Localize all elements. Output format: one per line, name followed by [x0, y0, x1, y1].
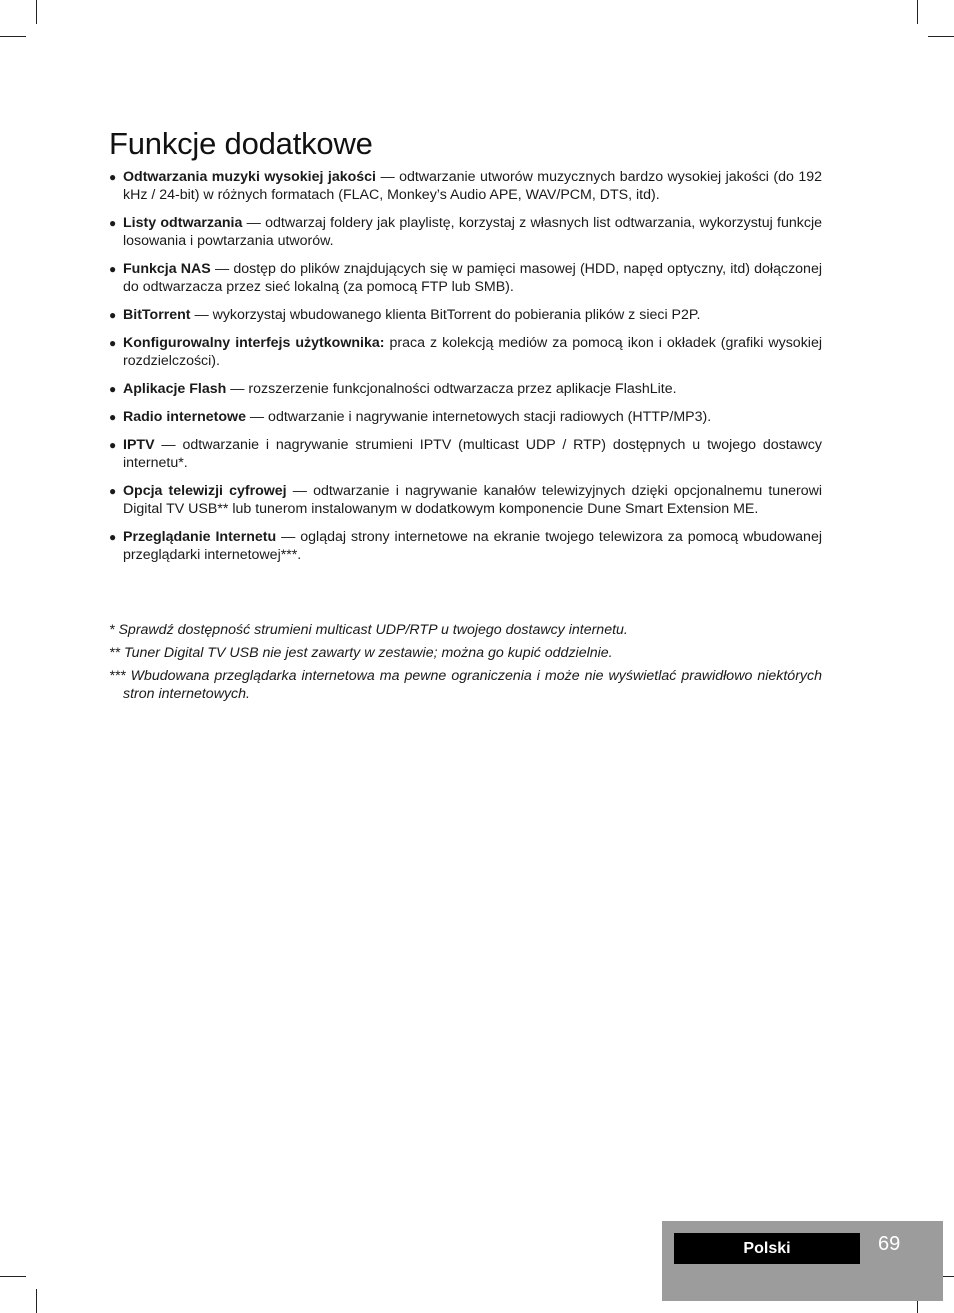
footnote: *** Wbudowana przeglądarka internetowa ma pewne ograniczenia i może nie wyświetlać prawidłowo niektórych stron internetowych.: [109, 668, 822, 702]
feature-term: IPTV: [123, 437, 155, 453]
feature-item: [109, 408, 822, 426]
feature-term: Konfigurowalny interfejs użytkownika:: [123, 335, 385, 351]
bullet-icon: ●: [109, 308, 117, 322]
crop-mark: [0, 36, 26, 37]
crop-mark: [36, 1289, 37, 1313]
bullet-icon: ●: [109, 410, 117, 424]
feature-term: Radio internetowe: [123, 409, 246, 425]
feature-description: — odtwarzanie i nagrywanie kanałów telewizyjnych dzięki opcjonalnemu tunerowi Digital TV USB** lub tunerom instalowanym w dodatkowym komponencie Dune Smart Extension ME.: [123, 483, 822, 517]
feature-description: — oglądaj strony internetowe na ekranie twojego telewizora za pomocą wbudowanej przeglądarki internetowej***.: [123, 529, 822, 563]
feature-item: [109, 334, 822, 370]
feature-description: — rozszerzenie funkcjonalności odtwarzacza przez aplikacje FlashLite.: [226, 381, 677, 397]
bullet-icon: ●: [109, 438, 117, 452]
bullet-icon: ●: [109, 262, 117, 276]
footnotes: [109, 621, 822, 708]
bullet-icon: ●: [109, 216, 117, 230]
feature-list: [109, 168, 822, 574]
feature-item: [109, 436, 822, 472]
language-label: Polski: [674, 1233, 860, 1264]
feature-item: [109, 168, 822, 204]
page-number: 69: [878, 1233, 901, 1255]
bullet-icon: ●: [109, 530, 117, 544]
feature-term: Aplikacje Flash: [123, 381, 227, 397]
feature-description: praca z kolekcją mediów za pomocą ikon i okładek (grafiki wysokiej rozdzielczości).: [123, 335, 822, 369]
feature-description: — odtwarzaj foldery jak playlistę, korzystaj z własnych list odtwarzania, wykorzystuj funkcje losowania i powtarzania utworów.: [123, 215, 823, 249]
page-title: Funkcje dodatkowe: [109, 126, 373, 161]
feature-item: [109, 380, 822, 398]
feature-term: Odtwarzania muzyki wysokiej jakości: [123, 169, 377, 185]
bullet-icon: ●: [109, 382, 117, 396]
footnote: ** Tuner Digital TV USB nie jest zawarty w zestawie; można go kupić oddzielnie.: [109, 645, 613, 661]
feature-item: [109, 528, 822, 564]
crop-mark: [36, 0, 37, 24]
bullet-icon: ●: [109, 484, 117, 498]
crop-mark: [0, 1276, 26, 1277]
feature-term: Opcja telewizji cyfrowej: [123, 483, 287, 499]
feature-description: — odtwarzanie i nagrywanie strumieni IPTV (multicast UDP / RTP) dostępnych u twojego dostawcy internetu*.: [123, 437, 822, 471]
feature-item: [109, 482, 822, 518]
feature-description: — odtwarzanie utworów muzycznych bardzo wysokiej jakości (do 192 kHz / 24-bit) w różnych formatach (FLAC, Monkey’s Audio APE, WAV/PCM, DTS, itd).: [123, 169, 822, 203]
feature-term: Funkcja NAS: [123, 261, 211, 277]
crop-mark: [917, 0, 918, 24]
bullet-icon: ●: [109, 170, 117, 184]
footer-box: [662, 1221, 943, 1301]
feature-term: Listy odtwarzania: [123, 215, 243, 231]
feature-item: [109, 260, 822, 296]
bullet-icon: ●: [109, 336, 117, 350]
crop-mark: [928, 36, 954, 37]
footnote: * Sprawdź dostępność strumieni multicast UDP/RTP u twojego dostawcy internetu.: [109, 622, 628, 638]
feature-description: — dostęp do plików znajdujących się w pamięci masowej (HDD, napęd optyczny, itd) dołączonej do odtwarzacza przez sieć lokalną (za pomocą FTP lub SMB).: [123, 261, 822, 295]
feature-term: Przeglądanie Internetu: [123, 529, 277, 545]
feature-description: — odtwarzanie i nagrywanie internetowych stacji radiowych (HTTP/MP3).: [245, 409, 712, 425]
feature-item: [109, 214, 822, 250]
feature-term: BitTorrent: [123, 307, 191, 323]
feature-description: — wykorzystaj wbudowanego klienta BitTorrent do pobierania plików z sieci P2P.: [190, 307, 701, 323]
feature-item: [109, 306, 822, 324]
